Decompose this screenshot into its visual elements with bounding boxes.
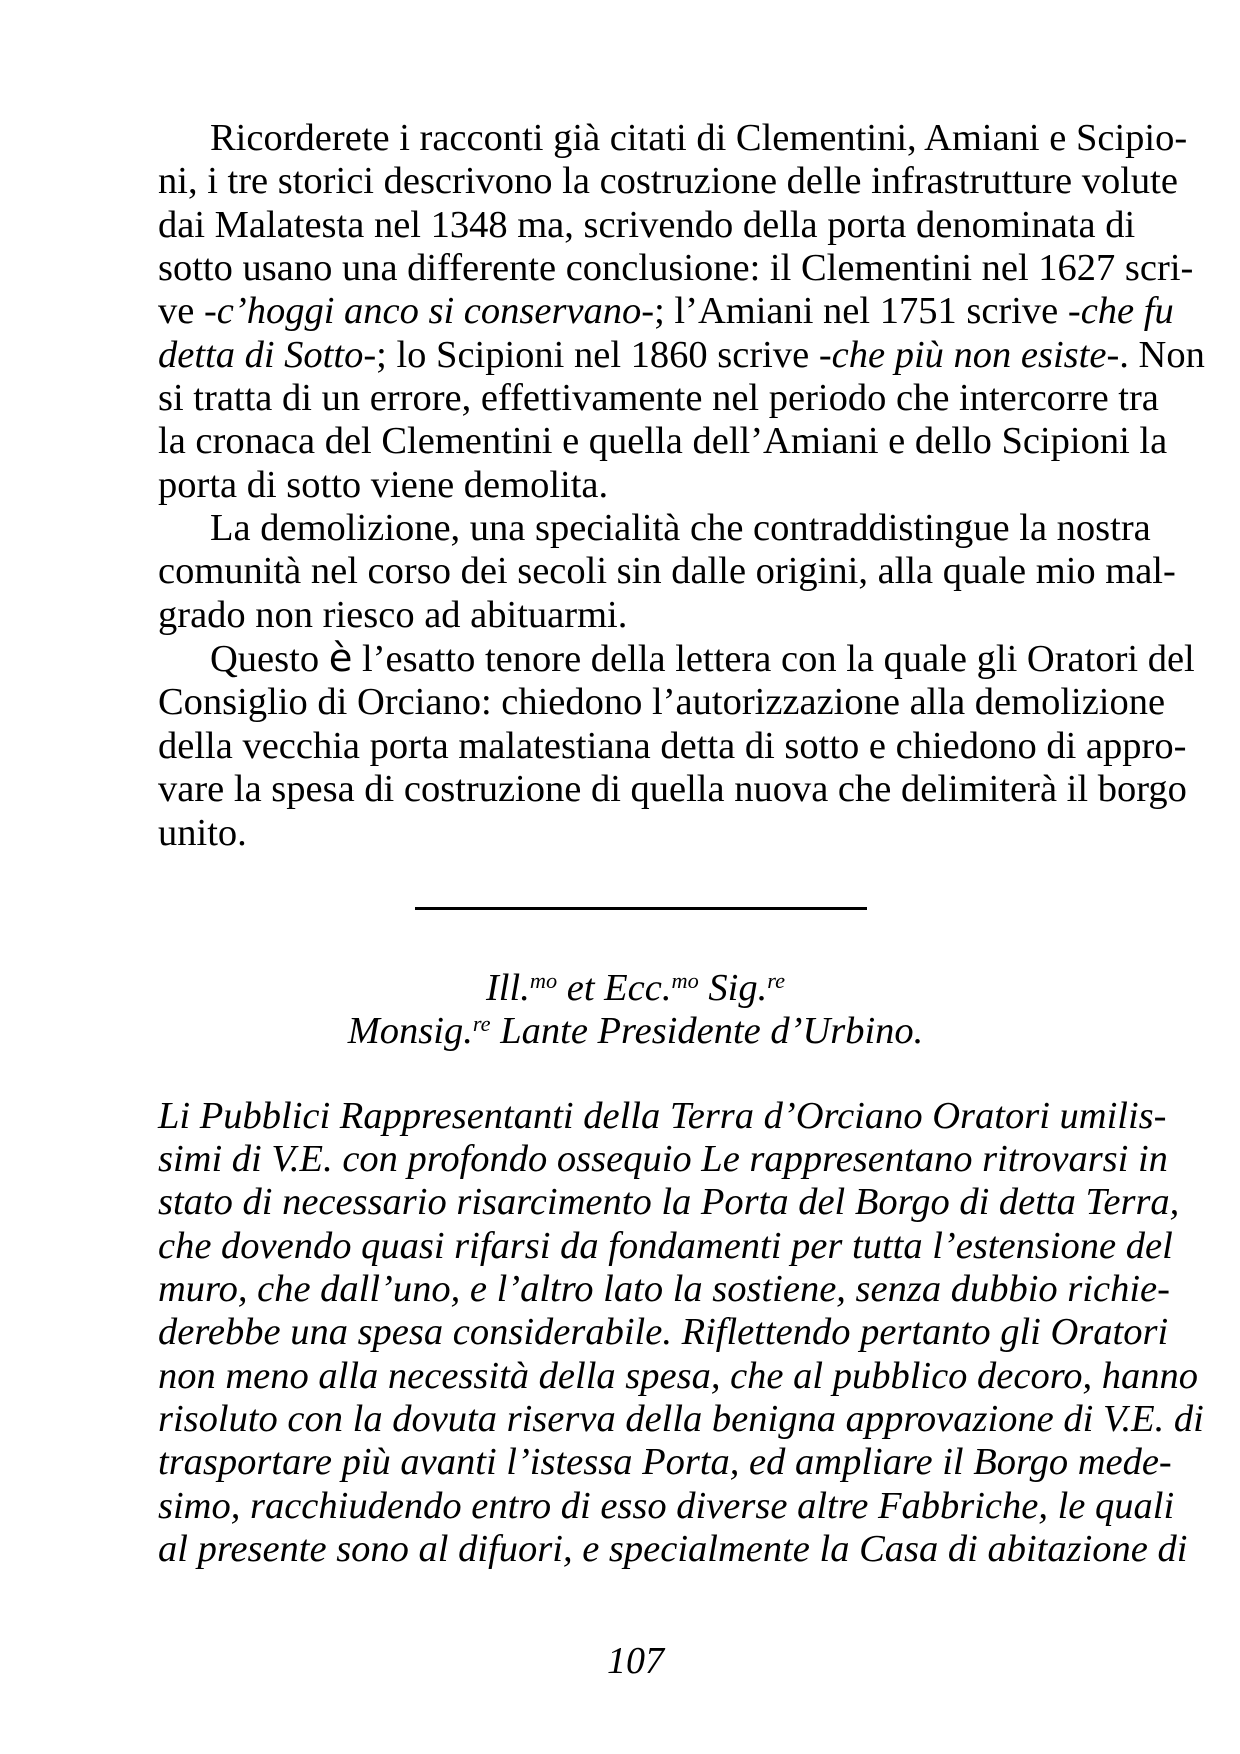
text-line (158, 724, 1187, 768)
text-line (158, 1224, 1173, 1268)
text-segment: re (767, 967, 786, 993)
text-segment: che più non esiste (831, 333, 1107, 376)
text-segment: Consiglio di Orciano: chiedono l’autorizzazione alla demolizione (158, 681, 1166, 724)
text-segment: Ricorderete i racconti già citati di Clementini, Amiani e Scipio- (210, 117, 1188, 159)
text-line (158, 247, 1194, 290)
text-segment: porta di sotto viene demolita. (158, 463, 609, 506)
text-segment: l’esatto tenore della lettera con la quale gli Oratori del (352, 638, 1195, 681)
text-segment: La demolizione, una specialità che contraddistingue la nostra (210, 507, 1151, 550)
text-line (158, 1354, 1199, 1398)
narrative-section (158, 117, 1205, 855)
text-line (158, 967, 1113, 1010)
text-segment: che fu (1080, 290, 1174, 333)
text-segment: unito. (158, 811, 247, 854)
text-line (158, 1094, 1167, 1138)
text-segment: et Ecc. (557, 966, 672, 1009)
text-segment: non meno alla necessità della spesa, che al pubblico decoro, hanno (158, 1354, 1199, 1397)
text-line (158, 507, 1151, 550)
text-line (158, 203, 1136, 247)
text-segment: ni, i tre storici descrivono la costruzione delle infrastrutture volute (158, 160, 1178, 203)
text-segment: -. Non (1106, 333, 1205, 376)
text-segment: al presente sono al difuori, e specialmente la Casa di abitazione di (158, 1527, 1188, 1570)
section-divider-rule (415, 907, 867, 910)
text-line (158, 117, 1188, 160)
text-segment: trasportare più avanti l’istessa Porta, ed ampliare il Borgo mede- (158, 1441, 1172, 1484)
paragraph-2 (158, 507, 1176, 637)
text-segment: dai Malatesta nel 1348 ma, scrivendo della porta denominata di (158, 203, 1136, 246)
text-segment: simo, racchiudendo entro di esso diverse altre Fabbriche, le quali (158, 1484, 1175, 1527)
page-number: 107 (607, 1640, 664, 1682)
text-segment: Ill. (485, 966, 530, 1009)
text-segment: Monsig. (347, 1010, 473, 1053)
text-segment: -; l’Amiani nel 1751 scrive - (641, 290, 1081, 333)
text-segment: comunità nel corso dei secoli sin dalle origini, alla quale mio mal- (158, 550, 1176, 593)
text-segment: mo (671, 967, 699, 993)
paragraph-1 (158, 117, 1205, 507)
text-segment: Lante Presidente d’Urbino. (490, 1010, 924, 1053)
text-line (158, 160, 1178, 203)
text-segment: Questo (210, 638, 329, 681)
text-line (158, 1010, 1113, 1053)
text-line (158, 333, 1205, 377)
text-line (158, 1137, 1168, 1181)
text-segment: sotto usano una differente conclusione: il Clementini nel 1627 scri- (158, 247, 1194, 290)
text-segment: è (328, 636, 353, 682)
text-segment: derebbe una spesa considerabile. Riflettendo pertanto gli Oratori (158, 1311, 1169, 1354)
text-segment: la cronaca del Clementini e quella dell’Amiani e dello Scipioni la (158, 420, 1168, 463)
text-line (158, 768, 1187, 811)
text-segment: simi di V.E. con profondo ossequio Le rappresentano ritrovarsi in (158, 1137, 1168, 1180)
text-line (158, 464, 1113, 507)
text-line (158, 681, 1166, 724)
text-line (158, 636, 1195, 682)
text-segment: detta di Sotto (158, 333, 364, 376)
text-column (158, 117, 1205, 1571)
text-line (158, 1181, 1180, 1224)
letter-body (158, 1094, 1204, 1572)
text-segment: che dovendo quasi rifarsi da fondamenti per tutta l’estensione del (158, 1224, 1173, 1267)
text-segment: ve - (158, 290, 217, 333)
text-segment: re (472, 1010, 491, 1036)
text-segment: muro, che dall’uno, e l’altro lato la sostiene, senza dubbio richie- (158, 1267, 1170, 1310)
text-line (158, 812, 1113, 855)
text-segment: risoluto con la dovuta riserva della benigna approvazione di V.E. di (158, 1397, 1204, 1440)
letter-salutation (158, 967, 1113, 1054)
text-line (158, 1311, 1169, 1354)
text-line (158, 1397, 1204, 1441)
text-line (158, 420, 1168, 463)
text-line (158, 550, 1176, 593)
text-line (158, 1484, 1175, 1528)
text-line (158, 594, 1113, 637)
text-line (158, 1527, 1188, 1571)
text-line (158, 1441, 1172, 1484)
text-segment: della vecchia porta malatestiana detta di sotto e chiedono di appro- (158, 724, 1187, 767)
text-line (158, 290, 1174, 333)
text-segment: si tratta di un errore, effettivamente nel periodo che intercorre tra (158, 377, 1159, 420)
text-segment: mo (529, 967, 558, 993)
text-segment: Li Pubblici Rappresentanti della Terra d’Orciano Oratori umilis- (158, 1094, 1167, 1137)
text-segment: -; lo Scipioni nel 1860 scrive - (363, 333, 832, 376)
text-segment: vare la spesa di costruzione di quella nuova che delimiterà il borgo (158, 768, 1187, 811)
text-segment: stato di necessario risarcimento la Porta del Borgo di detta Terra, (158, 1181, 1180, 1224)
text-segment: Sig. (698, 966, 768, 1009)
paragraph-3 (158, 636, 1195, 855)
text-segment: c’hoggi anco si conservano (216, 290, 642, 333)
text-line (158, 377, 1159, 420)
text-line (158, 1267, 1170, 1311)
text-segment: grado non riesco ad abituarmi. (158, 593, 628, 636)
